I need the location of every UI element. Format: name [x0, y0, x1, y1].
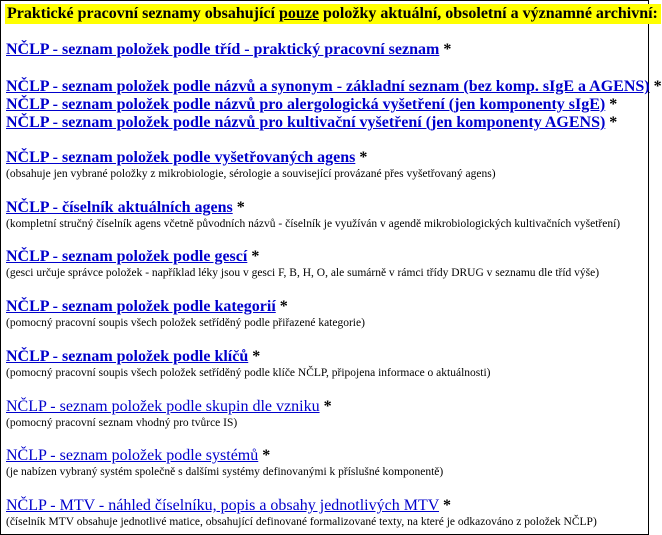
description: (pomocný pracovní soupis všech položek setříděný podle klíče NČLP, připojena informace o aktuálnosti): [6, 367, 491, 379]
star-marker: *: [609, 96, 618, 113]
description: (obsahuje jen vybrané položky z mikrobiologie, sérologie a související provázané přes vyšetřovaný agens): [6, 168, 496, 180]
list-item-allergology: [6, 95, 617, 114]
description: (číselník MTV obsahuje jednotlivé matice, obsahující definované formalizované texty, na které je odkazováno z položek NČLP): [6, 516, 597, 528]
star-marker: *: [279, 298, 288, 315]
link-categories[interactable]: NČLP - seznam položek podle kategorií: [6, 298, 276, 315]
star-marker: *: [653, 78, 662, 95]
link-names-synonyms[interactable]: NČLP - seznam položek podle názvů a synonym - základní seznam (bez komp. sIgE a AGENS): [6, 78, 650, 95]
list-item-origin-groups: [6, 397, 332, 430]
section-heading: [5, 4, 661, 24]
star-marker: *: [251, 248, 260, 265]
description: (pomocný pracovní seznam vhodný pro tvůrce IS): [6, 417, 238, 429]
description: (pomocný pracovní soupis všech položek setříděný podle přiřazené kategorie): [6, 317, 365, 329]
list-item-agens: [6, 148, 496, 181]
link-agens-codebook[interactable]: NČLP - číselník aktuálních agens: [6, 199, 233, 216]
list-item-keys: [6, 347, 490, 380]
description: (gesci určuje správce položek - například léky jsou v gesci F, B, H, O, ale sumárně v rámci třídy DRUG v seznamu dle tříd výše): [6, 267, 600, 279]
list-item-gesce: [6, 247, 599, 280]
link-systems[interactable]: NČLP - seznam položek podle systémů: [6, 447, 259, 464]
link-mtv[interactable]: NČLP - MTV - náhled číselníku, popis a obsahy jednotlivých MTV: [6, 497, 439, 514]
heading-prefix: Praktické pracovní seznamy obsahující: [7, 5, 279, 22]
list-item-names-synonyms: [6, 77, 662, 96]
star-marker: *: [252, 348, 261, 365]
link-origin-groups[interactable]: NČLP - seznam položek podle skupin dle vzniku: [6, 398, 320, 415]
link-allergology[interactable]: NČLP - seznam položek podle názvů pro alergologická vyšetření (jen komponenty sIgE): [6, 96, 606, 113]
star-marker: *: [359, 149, 368, 166]
list-item-mtv: [6, 496, 597, 529]
description: (je nabízen vybraný systém společně s dalšími systémy definovanými k příslušné komponentě): [6, 466, 444, 478]
heading-suffix: položky aktuální, obsoletní a významné archivní:: [319, 5, 658, 22]
star-marker: *: [236, 199, 245, 216]
star-marker: *: [443, 41, 452, 58]
link-gesce[interactable]: NČLP - seznam položek podle gescí: [6, 248, 248, 265]
description: (kompletní stručný číselník agens včetně původních názvů - číselník je využíván v agendě mikrobiologických kultivačních vyšetření): [6, 218, 621, 230]
list-item-agens-codebook: [6, 198, 620, 231]
star-marker: *: [609, 114, 618, 131]
link-classes[interactable]: NČLP - seznam položek podle tříd - praktický pracovní seznam: [6, 41, 440, 58]
list-item-classes: [6, 40, 451, 59]
link-cultivation[interactable]: NČLP - seznam položek podle názvů pro kultivační vyšetření (jen komponenty AGENS): [6, 114, 606, 131]
star-marker: *: [443, 497, 451, 514]
link-agens[interactable]: NČLP - seznam položek podle vyšetřovaných agens: [6, 149, 356, 166]
link-keys[interactable]: NČLP - seznam položek podle klíčů: [6, 348, 249, 365]
list-item-cultivation: [6, 113, 617, 132]
star-marker: *: [262, 447, 271, 464]
star-marker: *: [323, 398, 332, 415]
list-item-categories: [6, 297, 365, 330]
heading-underlined: pouze: [279, 5, 319, 22]
list-item-systems: [6, 446, 443, 479]
